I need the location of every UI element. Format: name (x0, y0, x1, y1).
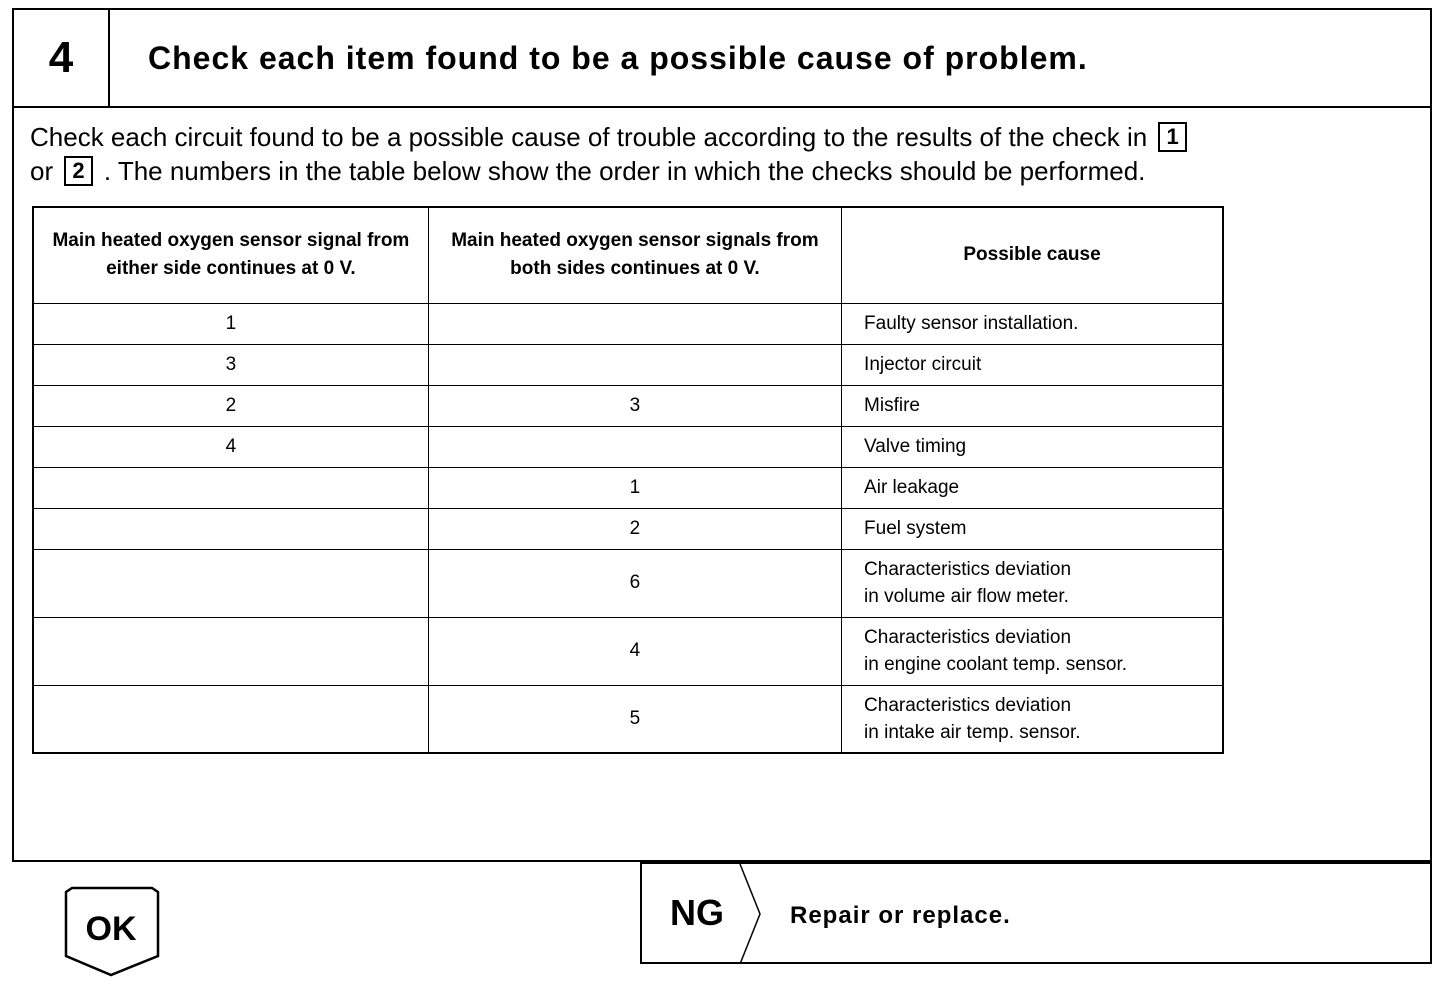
either-side-order (33, 549, 428, 617)
possible-cause-table (32, 206, 1224, 754)
either-side-order: 3 (33, 344, 428, 385)
ok-badge (64, 886, 160, 978)
possible-cause-line-2: in intake air temp. sensor. (864, 721, 1081, 743)
possible-cause-line-2: in volume air flow meter. (864, 586, 1069, 607)
ok-label: OK (85, 910, 137, 948)
possible-cause (842, 549, 1223, 617)
intro-text-1: Check each circuit found to be a possible cause of trouble according to the results of the check in (30, 122, 1148, 152)
possible-cause-line-1: Characteristics deviation (864, 694, 1072, 716)
either-side-order (33, 467, 428, 508)
table-row (33, 303, 1223, 344)
intro-line-2 (30, 154, 1400, 188)
either-side-order (33, 617, 428, 685)
possible-cause: Fuel system (842, 508, 1223, 549)
possible-cause: Misfire (842, 385, 1223, 426)
table-row (33, 426, 1223, 467)
table-row (33, 508, 1223, 549)
both-sides-order (428, 426, 841, 467)
possible-cause-line-1: Characteristics deviation (864, 627, 1072, 648)
possible-cause: Injector circuit (842, 344, 1223, 385)
step-number: 4 (14, 10, 110, 106)
ng-result-box (640, 862, 1432, 964)
intro-or: or (30, 156, 54, 186)
either-side-order (33, 508, 428, 549)
table-row (33, 617, 1223, 685)
both-sides-order: 5 (428, 685, 841, 753)
header-possible-cause: Possible cause (842, 207, 1223, 303)
both-sides-order: 1 (428, 467, 841, 508)
possible-cause: Air leakage (842, 467, 1223, 508)
step-header (14, 10, 1430, 108)
table-row (33, 467, 1223, 508)
both-sides-order (428, 344, 841, 385)
intro-line-1 (30, 120, 1400, 154)
possible-cause: Faulty sensor installation. (842, 303, 1223, 344)
table-row (33, 685, 1223, 753)
header-both-sides: Main heated oxygen sensor signals from both sides continues at 0 V. (428, 207, 841, 303)
both-sides-order: 6 (428, 549, 841, 617)
both-sides-order: 2 (428, 508, 841, 549)
ng-action: Repair or replace. (790, 902, 1011, 929)
both-sides-order: 4 (428, 617, 841, 685)
both-sides-order (428, 303, 841, 344)
possible-cause-line-2: in engine coolant temp. sensor. (864, 654, 1128, 675)
check-ref-1: 1 (1158, 122, 1186, 152)
either-side-order: 2 (33, 385, 428, 426)
table-row (33, 385, 1223, 426)
either-side-order: 1 (33, 303, 428, 344)
both-sides-order: 3 (428, 385, 841, 426)
header-either-side: Main heated oxygen sensor signal from either side continues at 0 V. (33, 207, 428, 303)
check-ref-2: 2 (64, 156, 92, 186)
either-side-order: 4 (33, 426, 428, 467)
possible-cause (842, 617, 1223, 685)
possible-cause-line-1: Characteristics deviation (864, 559, 1072, 580)
table-header-row (33, 207, 1223, 303)
either-side-order (33, 685, 428, 753)
table-row (33, 344, 1223, 385)
ng-label: NG (670, 892, 724, 933)
intro-text-2: . The numbers in the table below show the order in which the checks should be performed. (103, 156, 1146, 186)
possible-cause: Valve timing (842, 426, 1223, 467)
intro-paragraph (30, 120, 1400, 188)
step-title: Check each item found to be a possible cause of problem. (148, 40, 1088, 76)
possible-cause (842, 685, 1223, 753)
table-row (33, 549, 1223, 617)
